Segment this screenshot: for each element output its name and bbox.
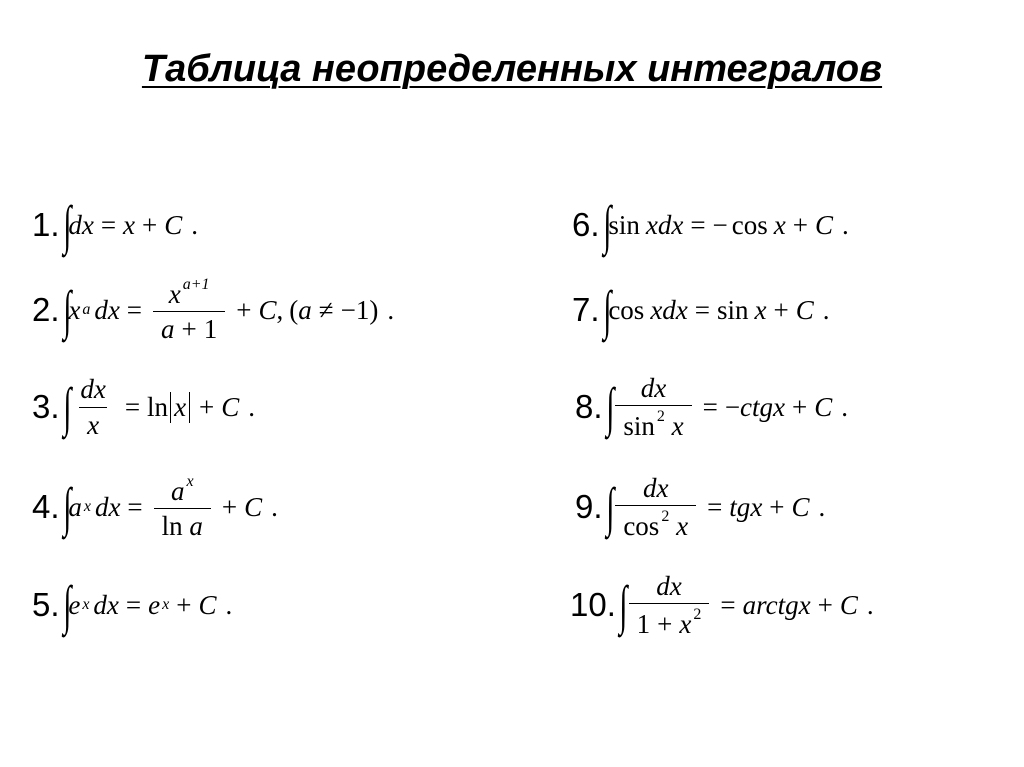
period: . <box>842 209 849 240</box>
plus: + <box>769 491 785 522</box>
sin: sin <box>623 411 655 441</box>
const-c: C <box>815 209 834 240</box>
equals: = <box>124 391 141 422</box>
const-c: C <box>839 589 858 620</box>
const-c: C <box>814 391 833 422</box>
left-paren: ( <box>289 294 299 325</box>
plus: + <box>181 314 197 344</box>
formula <box>605 372 849 441</box>
var-x: x <box>679 609 692 639</box>
cos: cos <box>623 511 660 541</box>
dx: dx <box>656 570 682 601</box>
period: . <box>271 491 278 522</box>
equals: = <box>127 491 143 522</box>
plus: + <box>221 491 238 522</box>
exponent-a: a <box>82 301 91 318</box>
integral-sign: ∫ <box>62 377 71 437</box>
integral-7 <box>572 265 1024 355</box>
integral-sign: ∫ <box>619 575 628 635</box>
xdx: xdx <box>650 294 688 325</box>
formula-number: 10. <box>570 586 616 623</box>
equals: = <box>126 294 143 325</box>
var-x: x <box>671 411 684 441</box>
minus: − <box>712 209 728 240</box>
integral-5 <box>32 560 502 650</box>
page-title: Таблица неопределенных интегралов <box>141 48 883 90</box>
formula <box>605 472 826 541</box>
var-x: x <box>79 407 107 439</box>
exponent-2: 2 <box>656 408 665 425</box>
integral-sign: ∫ <box>602 195 611 255</box>
exponent-2: 2 <box>693 606 702 623</box>
formula <box>602 280 830 340</box>
plus: + <box>657 609 673 639</box>
fraction <box>615 374 691 441</box>
const-c: C <box>791 491 810 522</box>
not-equal: ≠ <box>318 294 334 325</box>
xdx: xdx <box>645 209 684 240</box>
plus: + <box>773 294 789 325</box>
ln: ln <box>161 511 183 541</box>
formula-number: 4. <box>32 488 60 525</box>
var-a: a <box>298 294 312 325</box>
integral-sign: ∫ <box>62 575 71 635</box>
period: . <box>225 589 233 620</box>
formula-number: 2. <box>32 291 60 328</box>
formula-number: 5. <box>32 586 60 623</box>
plus: + <box>792 209 808 240</box>
formula <box>62 472 278 541</box>
period: . <box>841 391 849 422</box>
integral-1 <box>32 180 502 270</box>
right-paren: ) <box>369 294 379 325</box>
comma: , <box>276 294 284 325</box>
equals: = <box>702 391 718 422</box>
dx: dx <box>640 372 667 403</box>
integral-sign: ∫ <box>602 280 611 340</box>
formula <box>619 570 874 639</box>
period: . <box>818 491 826 522</box>
formula <box>62 275 395 344</box>
exponent-x: x <box>162 596 170 613</box>
tg: tg <box>729 491 751 522</box>
dx: dx <box>94 294 120 325</box>
abs-x: x <box>170 392 190 423</box>
var-e: e <box>148 589 161 620</box>
period: . <box>866 589 874 620</box>
formula <box>62 195 199 255</box>
minus: − <box>340 294 356 325</box>
formula <box>62 374 256 440</box>
const-c: C <box>198 589 217 620</box>
cos: cos <box>608 294 645 325</box>
one: 1 <box>203 314 218 344</box>
var-x: x <box>168 278 181 309</box>
period: . <box>191 209 199 240</box>
var-x: x <box>750 491 763 522</box>
plus: + <box>792 391 808 422</box>
exponent-a-plus-1: a+1 <box>182 275 210 293</box>
dx: dx <box>93 589 119 620</box>
var-x: x <box>754 294 767 325</box>
equals: = <box>100 209 117 240</box>
period: . <box>822 294 830 325</box>
const-c: C <box>164 209 183 240</box>
var-x: x <box>773 391 786 422</box>
fraction <box>72 375 113 439</box>
integral-4 <box>32 462 502 552</box>
var-x: x <box>798 589 811 620</box>
minus: − <box>724 391 741 422</box>
fraction <box>153 277 225 344</box>
var-a: a <box>68 491 82 522</box>
equals: = <box>694 294 711 325</box>
dx: dx <box>642 472 669 503</box>
dx: dx <box>68 209 94 240</box>
dx: dx <box>94 491 121 522</box>
exponent-x: x <box>83 498 91 515</box>
formula-number: 9. <box>575 488 603 525</box>
var-x: x <box>123 209 136 240</box>
exponent-x: x <box>82 596 90 613</box>
cos: cos <box>731 209 768 240</box>
const-c: C <box>244 491 263 522</box>
ctg: ctg <box>740 391 774 422</box>
formula <box>62 575 233 635</box>
integral-sign: ∫ <box>605 377 614 437</box>
period: . <box>387 294 395 325</box>
exponent-x: x <box>186 472 194 490</box>
arctg: arctg <box>742 589 799 620</box>
fraction <box>615 474 696 541</box>
period: . <box>248 391 256 422</box>
sin: sin <box>717 294 749 325</box>
integral-6 <box>572 180 1024 270</box>
fraction <box>154 474 211 541</box>
ln: ln <box>147 391 169 422</box>
sin: sin <box>608 209 640 240</box>
formula-number: 6. <box>572 206 600 243</box>
formula-number: 8. <box>575 388 603 425</box>
one: 1 <box>636 609 651 639</box>
var-a: a <box>170 475 185 506</box>
var-x: x <box>676 511 689 541</box>
const-c: C <box>221 391 240 422</box>
equals: = <box>707 491 723 522</box>
integral-2 <box>32 265 502 355</box>
integral-sign: ∫ <box>62 280 71 340</box>
equals: = <box>125 589 142 620</box>
integral-sign: ∫ <box>62 477 71 537</box>
plus: + <box>142 209 158 240</box>
integral-10 <box>570 560 1024 650</box>
plus: + <box>817 589 833 620</box>
plus: + <box>176 589 192 620</box>
dx: dx <box>80 374 106 405</box>
plus: + <box>199 391 215 422</box>
equals: = <box>690 209 706 240</box>
var-a: a <box>189 511 203 541</box>
one: 1 <box>355 294 370 325</box>
formula-number: 3. <box>32 388 60 425</box>
var-x: x <box>68 294 81 325</box>
integral-3 <box>32 362 502 452</box>
fraction <box>629 572 710 639</box>
integral-9 <box>575 462 1024 552</box>
formula-number: 1. <box>32 206 60 243</box>
var-x: x <box>773 209 786 240</box>
const-c: C <box>258 294 277 325</box>
var-e: e <box>68 589 81 620</box>
integral-8 <box>575 362 1024 452</box>
const-c: C <box>795 294 814 325</box>
equals: = <box>720 589 736 620</box>
exponent-2: 2 <box>661 508 670 525</box>
integral-sign: ∫ <box>605 477 614 537</box>
var-a: a <box>161 314 175 344</box>
formula <box>602 195 849 255</box>
plus: + <box>236 294 252 325</box>
integral-sign: ∫ <box>62 195 71 255</box>
formula-number: 7. <box>572 291 600 328</box>
